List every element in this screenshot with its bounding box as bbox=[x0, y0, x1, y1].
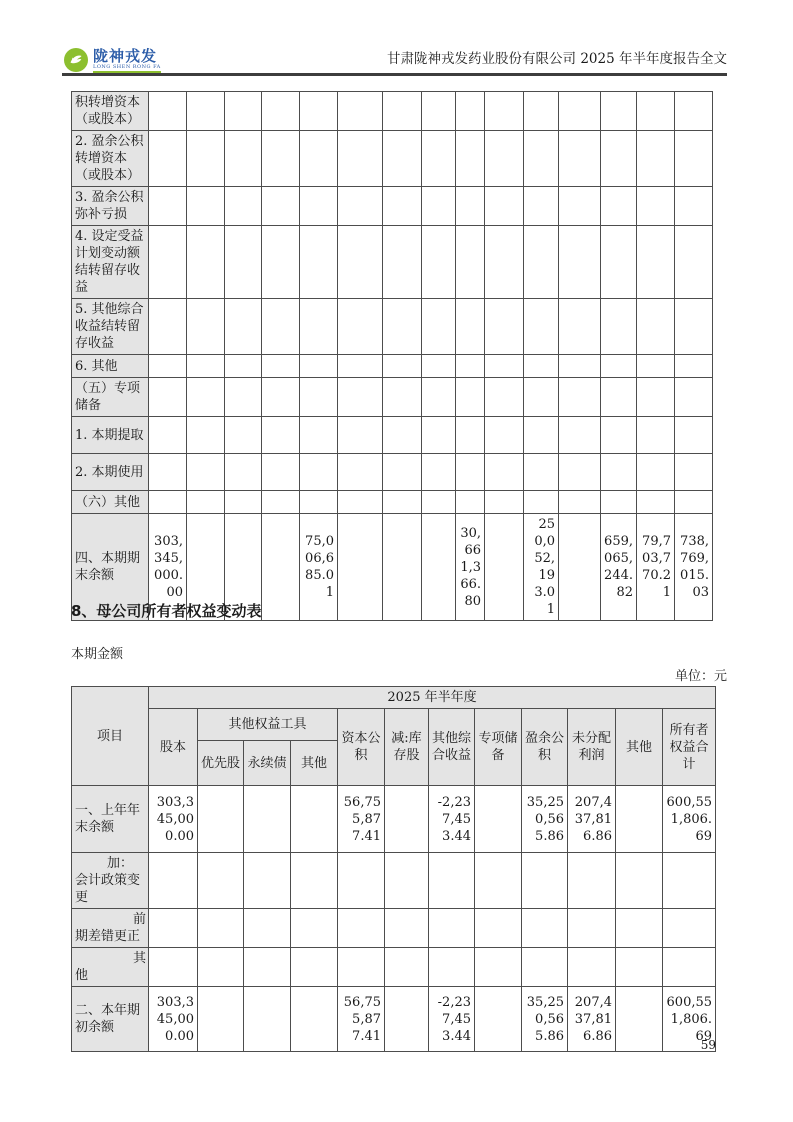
table-cell bbox=[429, 948, 475, 987]
table-cell bbox=[338, 92, 383, 131]
table-row bbox=[72, 987, 716, 1052]
table-cell bbox=[149, 853, 198, 909]
table-cell bbox=[559, 378, 601, 417]
table-cell bbox=[262, 417, 300, 454]
header-cell-total-equity: 所有者权益合计 bbox=[663, 709, 716, 786]
table-cell bbox=[675, 187, 713, 226]
header-cell-other: 其他 bbox=[616, 709, 663, 786]
table-cell bbox=[225, 378, 262, 417]
table-cell bbox=[456, 187, 485, 226]
table-cell bbox=[291, 909, 338, 948]
table-cell bbox=[456, 378, 485, 417]
table-row bbox=[72, 187, 713, 226]
table-cell bbox=[291, 987, 338, 1052]
brand-name-en: LONG SHEN RONG FA bbox=[93, 64, 161, 73]
table-cell bbox=[522, 909, 568, 948]
table-cell bbox=[559, 226, 601, 299]
table-cell bbox=[675, 226, 713, 299]
table-cell: 303,345,000.00 bbox=[149, 786, 198, 853]
table-cell bbox=[291, 786, 338, 853]
table-cell bbox=[485, 514, 524, 621]
table-cell bbox=[262, 491, 300, 514]
table-cell bbox=[663, 909, 716, 948]
table-row bbox=[72, 454, 713, 491]
table-row bbox=[72, 378, 713, 417]
table-cell bbox=[524, 187, 559, 226]
table-cell bbox=[225, 417, 262, 454]
parent-company-equity-table bbox=[71, 686, 716, 1052]
table-cell bbox=[675, 355, 713, 378]
table-cell bbox=[601, 131, 637, 187]
table-cell bbox=[149, 355, 187, 378]
table-cell bbox=[225, 299, 262, 355]
table-cell bbox=[262, 92, 300, 131]
table-cell bbox=[187, 299, 225, 355]
table-cell bbox=[187, 378, 225, 417]
table-cell bbox=[524, 299, 559, 355]
table-cell bbox=[244, 948, 291, 987]
table-cell bbox=[559, 299, 601, 355]
table-cell bbox=[601, 92, 637, 131]
document-title: 甘肃陇神戎发药业股份有限公司 2025 年半年度报告全文 bbox=[387, 51, 727, 67]
table-cell bbox=[456, 226, 485, 299]
header-cell-retained-earnings: 未分配利润 bbox=[568, 709, 616, 786]
table-cell bbox=[456, 417, 485, 454]
table-cell bbox=[187, 92, 225, 131]
table-cell bbox=[422, 355, 456, 378]
table-cell bbox=[475, 948, 522, 987]
header-cell-item: 项目 bbox=[72, 687, 149, 786]
table-cell bbox=[262, 226, 300, 299]
table-row bbox=[72, 226, 713, 299]
header-divider bbox=[62, 73, 727, 76]
table-cell bbox=[338, 299, 383, 355]
table-cell bbox=[198, 909, 244, 948]
table-cell bbox=[300, 299, 338, 355]
table-cell bbox=[456, 92, 485, 131]
table-cell bbox=[637, 131, 675, 187]
table-cell bbox=[524, 92, 559, 131]
table-cell bbox=[675, 378, 713, 417]
table-cell bbox=[568, 948, 616, 987]
table-cell bbox=[675, 417, 713, 454]
table-cell bbox=[522, 853, 568, 909]
header-cell-period: 2025 年半年度 bbox=[149, 687, 716, 709]
header-cell-surplus-reserve: 盈余公积 bbox=[522, 709, 568, 786]
table-cell bbox=[149, 299, 187, 355]
table-cell bbox=[422, 454, 456, 491]
table-cell bbox=[559, 355, 601, 378]
header-cell-other-comprehensive-income: 其他综合收益 bbox=[429, 709, 475, 786]
row-label: （五）专项储备 bbox=[72, 378, 149, 417]
table-row bbox=[72, 909, 716, 948]
table-cell bbox=[383, 92, 422, 131]
table-cell bbox=[149, 909, 198, 948]
row-label: 其他 bbox=[72, 948, 149, 987]
row-label: 2. 盈余公积转增资本（或股本） bbox=[72, 131, 149, 187]
table-cell bbox=[244, 853, 291, 909]
table-cell bbox=[559, 491, 601, 514]
row-label: 一、上年年末余额 bbox=[72, 786, 149, 853]
table-cell: 35,250,565.86 bbox=[522, 987, 568, 1052]
unit-label: 单位：元 bbox=[674, 669, 727, 684]
table-cell bbox=[187, 226, 225, 299]
table-cell bbox=[422, 491, 456, 514]
table-header-row bbox=[72, 687, 716, 709]
company-logo bbox=[64, 48, 161, 73]
table-cell bbox=[149, 491, 187, 514]
table-cell bbox=[149, 131, 187, 187]
table-cell bbox=[675, 131, 713, 187]
table-cell bbox=[300, 417, 338, 454]
table-cell bbox=[383, 378, 422, 417]
table-cell bbox=[601, 417, 637, 454]
table-cell: 600,551,806.69 bbox=[663, 987, 716, 1052]
table-cell bbox=[338, 187, 383, 226]
table-cell bbox=[262, 378, 300, 417]
table-cell bbox=[300, 355, 338, 378]
row-label: 积转增资本（或股本） bbox=[72, 92, 149, 131]
table-cell bbox=[300, 491, 338, 514]
table-cell bbox=[616, 948, 663, 987]
table-cell bbox=[262, 187, 300, 226]
table-cell: 75,006,685.01 bbox=[300, 514, 338, 621]
row-label: 5. 其他综合收益结转留存收益 bbox=[72, 299, 149, 355]
table-cell bbox=[383, 131, 422, 187]
table-cell bbox=[262, 299, 300, 355]
table-cell: -2,237,453.44 bbox=[429, 987, 475, 1052]
table-cell bbox=[456, 299, 485, 355]
table-cell bbox=[559, 92, 601, 131]
table-cell bbox=[338, 909, 385, 948]
table-cell bbox=[383, 355, 422, 378]
table-cell bbox=[422, 226, 456, 299]
table-cell bbox=[637, 491, 675, 514]
table-cell bbox=[485, 378, 524, 417]
table-cell bbox=[524, 355, 559, 378]
table-cell bbox=[559, 187, 601, 226]
table-cell bbox=[300, 131, 338, 187]
table-cell bbox=[456, 454, 485, 491]
header-cell-share-capital: 股本 bbox=[149, 709, 198, 786]
table-cell bbox=[456, 491, 485, 514]
table-cell bbox=[338, 853, 385, 909]
table-cell bbox=[338, 378, 383, 417]
consolidated-equity-table-continued bbox=[71, 91, 713, 621]
table-cell bbox=[559, 454, 601, 491]
table-cell bbox=[187, 417, 225, 454]
table-cell: 303,345,000.00 bbox=[149, 987, 198, 1052]
table-cell bbox=[383, 226, 422, 299]
row-label: 二、本年期初余额 bbox=[72, 987, 149, 1052]
table-cell bbox=[262, 131, 300, 187]
table-cell bbox=[244, 909, 291, 948]
table-cell bbox=[149, 454, 187, 491]
table-cell bbox=[675, 491, 713, 514]
table-cell: 207,437,816.86 bbox=[568, 987, 616, 1052]
header-cell-treasury-shares: 减:库存股 bbox=[385, 709, 429, 786]
table-cell bbox=[429, 853, 475, 909]
table-row bbox=[72, 355, 713, 378]
table-row bbox=[72, 491, 713, 514]
row-label: 3. 盈余公积弥补亏损 bbox=[72, 187, 149, 226]
table-cell bbox=[422, 417, 456, 454]
table-cell bbox=[149, 948, 198, 987]
table-cell bbox=[637, 378, 675, 417]
table-cell bbox=[559, 417, 601, 454]
header-cell-special-reserve: 专项储备 bbox=[475, 709, 522, 786]
table-cell bbox=[262, 454, 300, 491]
row-label: 6. 其他 bbox=[72, 355, 149, 378]
table-cell bbox=[485, 355, 524, 378]
table-cell bbox=[568, 853, 616, 909]
table-cell bbox=[637, 417, 675, 454]
table-cell bbox=[616, 909, 663, 948]
table-cell bbox=[300, 226, 338, 299]
table-cell bbox=[149, 378, 187, 417]
table-cell bbox=[559, 514, 601, 621]
table-cell bbox=[225, 131, 262, 187]
table-cell bbox=[385, 909, 429, 948]
table-cell: 56,755,877.41 bbox=[338, 786, 385, 853]
row-label: 加：会计政策变更 bbox=[72, 853, 149, 909]
table-cell bbox=[422, 187, 456, 226]
table-cell bbox=[675, 299, 713, 355]
header-cell-other-instrument: 其他 bbox=[291, 741, 338, 786]
table-cell bbox=[338, 948, 385, 987]
table-cell bbox=[485, 187, 524, 226]
table-cell: 79,703,770.21 bbox=[637, 514, 675, 621]
table-cell: 738,769,015.03 bbox=[675, 514, 713, 621]
logo-text bbox=[93, 48, 161, 73]
table-cell: 207,437,816.86 bbox=[568, 786, 616, 853]
table-cell bbox=[568, 909, 616, 948]
table-cell bbox=[429, 909, 475, 948]
table-cell bbox=[422, 514, 456, 621]
table-cell bbox=[637, 187, 675, 226]
table-cell bbox=[338, 131, 383, 187]
table-cell bbox=[475, 909, 522, 948]
header-cell-other-equity-instruments: 其他权益工具 bbox=[198, 709, 338, 741]
header-cell-capital-reserve: 资本公积 bbox=[338, 709, 385, 786]
table-cell bbox=[637, 454, 675, 491]
table-cell bbox=[149, 187, 187, 226]
table-cell bbox=[475, 853, 522, 909]
table-cell bbox=[422, 299, 456, 355]
header-cell-preferred-shares: 优先股 bbox=[198, 741, 244, 786]
table-cell bbox=[422, 92, 456, 131]
table-header-row bbox=[72, 709, 716, 741]
table-cell bbox=[225, 491, 262, 514]
table-cell: 303,345,000.00 bbox=[149, 514, 187, 621]
table-cell bbox=[187, 491, 225, 514]
table-cell bbox=[601, 299, 637, 355]
table-cell bbox=[485, 92, 524, 131]
table-cell bbox=[522, 948, 568, 987]
table-cell bbox=[225, 355, 262, 378]
table-cell bbox=[300, 92, 338, 131]
table-cell bbox=[637, 299, 675, 355]
table-cell bbox=[524, 226, 559, 299]
table-cell bbox=[291, 853, 338, 909]
table-cell bbox=[383, 187, 422, 226]
table-cell bbox=[601, 491, 637, 514]
table-cell bbox=[149, 417, 187, 454]
row-label: 2. 本期使用 bbox=[72, 454, 149, 491]
table-cell bbox=[338, 417, 383, 454]
table-cell: 250,052,193.01 bbox=[524, 514, 559, 621]
table-row bbox=[72, 786, 716, 853]
table-cell bbox=[338, 514, 383, 621]
table-cell bbox=[422, 378, 456, 417]
row-label: 四、本期期末余额 bbox=[72, 514, 149, 621]
table-cell bbox=[300, 454, 338, 491]
table-cell bbox=[616, 853, 663, 909]
table-cell bbox=[485, 454, 524, 491]
table-cell: 30,661,366.80 bbox=[456, 514, 485, 621]
table-cell: 35,250,565.86 bbox=[522, 786, 568, 853]
table-cell: -2,237,453.44 bbox=[429, 786, 475, 853]
table-cell bbox=[383, 454, 422, 491]
table-cell bbox=[637, 226, 675, 299]
table-cell bbox=[524, 131, 559, 187]
table-cell bbox=[198, 853, 244, 909]
table-cell bbox=[475, 786, 522, 853]
table-row bbox=[72, 299, 713, 355]
table-cell bbox=[262, 355, 300, 378]
table-cell bbox=[601, 378, 637, 417]
table-cell bbox=[149, 226, 187, 299]
table-cell bbox=[187, 131, 225, 187]
table-cell bbox=[383, 514, 422, 621]
table-cell bbox=[637, 355, 675, 378]
page-number: 59 bbox=[700, 1038, 716, 1052]
table-cell bbox=[262, 514, 300, 621]
table-cell bbox=[198, 948, 244, 987]
table-cell bbox=[456, 355, 485, 378]
table-cell bbox=[187, 187, 225, 226]
table-cell bbox=[475, 987, 522, 1052]
table-cell: 600,551,806.69 bbox=[663, 786, 716, 853]
table-cell bbox=[187, 355, 225, 378]
row-label: 1. 本期提取 bbox=[72, 417, 149, 454]
table-cell bbox=[187, 454, 225, 491]
table-row bbox=[72, 417, 713, 454]
table-cell bbox=[485, 299, 524, 355]
section-heading: 8、母公司所有者权益变动表 bbox=[71, 602, 262, 620]
table-cell bbox=[663, 853, 716, 909]
table-cell bbox=[485, 131, 524, 187]
table-cell bbox=[291, 948, 338, 987]
table-row bbox=[72, 948, 716, 987]
table-cell bbox=[244, 786, 291, 853]
table-cell bbox=[601, 454, 637, 491]
table-cell bbox=[383, 417, 422, 454]
table-cell bbox=[300, 187, 338, 226]
brand-name-cn: 陇神戎发 bbox=[93, 47, 158, 65]
section-subheading: 本期金额 bbox=[71, 647, 124, 662]
table-cell bbox=[225, 226, 262, 299]
table-cell bbox=[383, 299, 422, 355]
table-cell bbox=[149, 92, 187, 131]
table-cell bbox=[524, 491, 559, 514]
table-cell bbox=[675, 92, 713, 131]
table-row bbox=[72, 131, 713, 187]
header-cell-perpetual-bonds: 永续债 bbox=[244, 741, 291, 786]
table-cell bbox=[244, 987, 291, 1052]
table-cell bbox=[524, 454, 559, 491]
table-cell bbox=[663, 948, 716, 987]
table-cell bbox=[637, 92, 675, 131]
table-cell bbox=[485, 491, 524, 514]
table-cell bbox=[383, 491, 422, 514]
table-cell bbox=[422, 131, 456, 187]
table-cell bbox=[338, 355, 383, 378]
table-cell bbox=[616, 987, 663, 1052]
table-cell bbox=[559, 131, 601, 187]
table-cell bbox=[385, 853, 429, 909]
row-label: 4. 设定受益计划变动额结转留存收益 bbox=[72, 226, 149, 299]
table-cell: 659,065,244.82 bbox=[601, 514, 637, 621]
table-cell bbox=[385, 786, 429, 853]
document-header bbox=[62, 46, 727, 72]
table-cell bbox=[338, 454, 383, 491]
table-cell bbox=[675, 454, 713, 491]
table-row bbox=[72, 92, 713, 131]
table-cell bbox=[385, 987, 429, 1052]
table-cell bbox=[198, 786, 244, 853]
table-row bbox=[72, 853, 716, 909]
table-cell bbox=[616, 786, 663, 853]
table-cell bbox=[601, 187, 637, 226]
table-cell bbox=[524, 378, 559, 417]
table-cell bbox=[225, 92, 262, 131]
table-cell bbox=[338, 226, 383, 299]
row-label: 前期差错更正 bbox=[72, 909, 149, 948]
table-cell bbox=[198, 987, 244, 1052]
table-cell bbox=[225, 187, 262, 226]
table-cell bbox=[225, 454, 262, 491]
table-cell bbox=[300, 378, 338, 417]
table-cell bbox=[456, 131, 485, 187]
table-cell bbox=[524, 417, 559, 454]
table-cell bbox=[601, 226, 637, 299]
table-cell bbox=[485, 417, 524, 454]
table-cell bbox=[601, 355, 637, 378]
table-cell bbox=[385, 948, 429, 987]
table-cell bbox=[485, 226, 524, 299]
dove-circle-icon bbox=[64, 48, 88, 72]
table-cell bbox=[338, 491, 383, 514]
table-cell: 56,755,877.41 bbox=[338, 987, 385, 1052]
row-label: （六）其他 bbox=[72, 491, 149, 514]
